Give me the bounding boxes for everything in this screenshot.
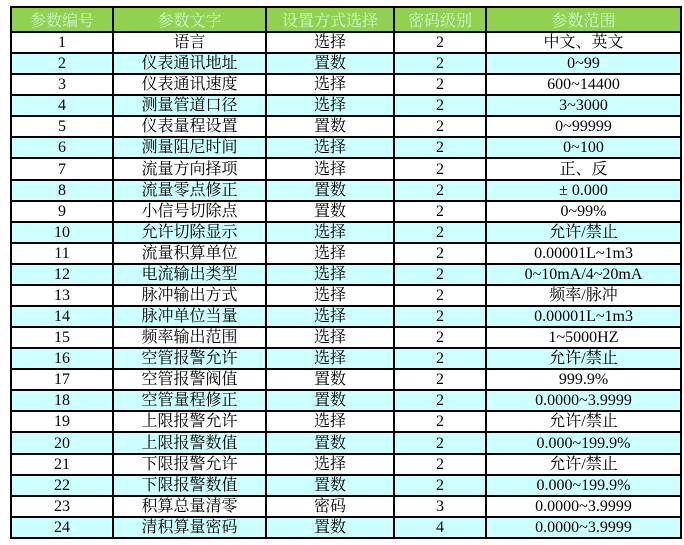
table-cell: 选择: [266, 222, 394, 243]
table-cell: 选择: [266, 306, 394, 327]
table-cell: 10: [11, 222, 113, 243]
table-cell: 2: [394, 369, 486, 390]
table-cell: 15: [11, 327, 113, 348]
table-row: [11, 390, 681, 411]
table-cell: 0.00001L~1m3: [486, 243, 681, 264]
table-cell: 置数: [266, 517, 394, 538]
table-cell: 选择: [266, 264, 394, 285]
table-cell: 小信号切除点: [113, 201, 266, 222]
table-cell: 选择: [266, 327, 394, 348]
table-cell: 19: [11, 411, 113, 432]
table-cell: 置数: [266, 475, 394, 496]
table-cell: 空管报警阀值: [113, 369, 266, 390]
table-cell: 18: [11, 390, 113, 411]
table-cell: 600~14400: [486, 74, 681, 95]
table-cell: 仪表通讯速度: [113, 74, 266, 95]
header-cell-password-level: 密码级别: [394, 7, 486, 32]
table-cell: 2: [394, 390, 486, 411]
table-row: [11, 264, 681, 285]
table-cell: 2: [394, 95, 486, 116]
table-row: [11, 74, 681, 95]
table-row: [11, 285, 681, 306]
table-cell: 积算总量清零: [113, 496, 266, 517]
table-cell: 选择: [266, 95, 394, 116]
table-cell: 置数: [266, 390, 394, 411]
table-cell: 上限报警允许: [113, 411, 266, 432]
table-cell: 3~3000: [486, 95, 681, 116]
table-cell: 5: [11, 116, 113, 137]
table-cell: 密码: [266, 496, 394, 517]
table-cell: 选择: [266, 348, 394, 369]
table-row: [11, 32, 681, 53]
table-cell: 0.0000~3.9999: [486, 390, 681, 411]
table-cell: 2: [394, 32, 486, 53]
table-cell: 999.9%: [486, 369, 681, 390]
table-row: [11, 95, 681, 116]
table-cell: 2: [394, 74, 486, 95]
table-cell: 2: [394, 180, 486, 201]
table-cell: 3: [394, 496, 486, 517]
header-cell-param-text: 参数文字: [113, 7, 266, 32]
table-row: [11, 180, 681, 201]
table-cell: 11: [11, 243, 113, 264]
table-cell: 置数: [266, 53, 394, 74]
table-cell: 流量积算单位: [113, 243, 266, 264]
table-cell: 0~10mA/4~20mA: [486, 264, 681, 285]
table-row: [11, 496, 681, 517]
table-cell: 0~99%: [486, 201, 681, 222]
header-cell-setting-method: 设置方式选择: [266, 7, 394, 32]
table-cell: 20: [11, 432, 113, 453]
table-cell: 1~5000HZ: [486, 327, 681, 348]
table-cell: 空管量程修正: [113, 390, 266, 411]
table-cell: 置数: [266, 201, 394, 222]
table-cell: 下限报警数值: [113, 475, 266, 496]
table-cell: 置数: [266, 180, 394, 201]
table-cell: 0.000~199.9%: [486, 432, 681, 453]
table-cell: 2: [394, 348, 486, 369]
table-row: [11, 517, 681, 538]
table-cell: 13: [11, 285, 113, 306]
table-cell: 0.000~199.9%: [486, 475, 681, 496]
table-cell: 0~100: [486, 137, 681, 158]
table-cell: 2: [394, 53, 486, 74]
table-cell: 2: [394, 116, 486, 137]
table-cell: 2: [394, 285, 486, 306]
table-header: [11, 7, 681, 32]
table-cell: 选择: [266, 285, 394, 306]
header-row: [11, 7, 681, 32]
table-cell: 2: [394, 201, 486, 222]
table-cell: 空管报警允许: [113, 348, 266, 369]
table-cell: 允许/禁止: [486, 454, 681, 475]
table-cell: 中文、英文: [486, 32, 681, 53]
header-cell-param-range: 参数范围: [486, 7, 681, 32]
table-row: [11, 432, 681, 453]
table-cell: 17: [11, 369, 113, 390]
table-row: [11, 116, 681, 137]
table-cell: 0~99999: [486, 116, 681, 137]
table-cell: 2: [394, 327, 486, 348]
table-cell: 流量方向择项: [113, 158, 266, 179]
table-cell: 2: [394, 264, 486, 285]
table-cell: 选择: [266, 243, 394, 264]
table-row: [11, 53, 681, 74]
table-cell: 上限报警数值: [113, 432, 266, 453]
table-cell: 允许切除显示: [113, 222, 266, 243]
table-cell: 0~99: [486, 53, 681, 74]
table-cell: 0.00001L~1m3: [486, 306, 681, 327]
table-cell: 选择: [266, 158, 394, 179]
table-cell: 22: [11, 475, 113, 496]
table-row: [11, 222, 681, 243]
table-row: [11, 327, 681, 348]
table-cell: 测量阻尼时间: [113, 137, 266, 158]
table-cell: 测量管道口径: [113, 95, 266, 116]
table-cell: 频率输出范围: [113, 327, 266, 348]
table-cell: 清积算量密码: [113, 517, 266, 538]
table-cell: 7: [11, 158, 113, 179]
table-cell: 2: [394, 222, 486, 243]
table-cell: 24: [11, 517, 113, 538]
table-cell: 选择: [266, 454, 394, 475]
table-row: [11, 306, 681, 327]
table-cell: 置数: [266, 432, 394, 453]
table-cell: 2: [394, 158, 486, 179]
table-cell: 2: [11, 53, 113, 74]
table-row: [11, 369, 681, 390]
table-cell: 语言: [113, 32, 266, 53]
parameter-table: [10, 6, 682, 539]
header-cell-param-number: 参数编号: [11, 7, 113, 32]
table-cell: ± 0.000: [486, 180, 681, 201]
table-row: [11, 411, 681, 432]
table-cell: 21: [11, 454, 113, 475]
table-cell: 2: [394, 306, 486, 327]
table-cell: 选择: [266, 74, 394, 95]
table-cell: 电流输出类型: [113, 264, 266, 285]
table-cell: 允许/禁止: [486, 222, 681, 243]
table-cell: 允许/禁止: [486, 411, 681, 432]
table-cell: 选择: [266, 137, 394, 158]
table-cell: 置数: [266, 369, 394, 390]
table-cell: 3: [11, 74, 113, 95]
table-cell: 选择: [266, 411, 394, 432]
table-cell: 0.0000~3.9999: [486, 517, 681, 538]
table-cell: 脉冲单位当量: [113, 306, 266, 327]
table-row: [11, 454, 681, 475]
table-cell: 下限报警允许: [113, 454, 266, 475]
table-cell: 6: [11, 137, 113, 158]
table-cell: 0.0000~3.9999: [486, 496, 681, 517]
table-cell: 2: [394, 454, 486, 475]
table-cell: 置数: [266, 116, 394, 137]
table-cell: 频率/脉冲: [486, 285, 681, 306]
table-cell: 1: [11, 32, 113, 53]
table-cell: 流量零点修正: [113, 180, 266, 201]
table-cell: 仪表量程设置: [113, 116, 266, 137]
table-cell: 2: [394, 475, 486, 496]
table-row: [11, 348, 681, 369]
table-row: [11, 158, 681, 179]
table-row: [11, 243, 681, 264]
table-cell: 4: [11, 95, 113, 116]
table-cell: 8: [11, 180, 113, 201]
table-cell: 正、反: [486, 158, 681, 179]
table-cell: 允许/禁止: [486, 348, 681, 369]
table-cell: 23: [11, 496, 113, 517]
table-cell: 14: [11, 306, 113, 327]
table-cell: 脉冲输出方式: [113, 285, 266, 306]
table-cell: 16: [11, 348, 113, 369]
table-cell: 4: [394, 517, 486, 538]
table-row: [11, 137, 681, 158]
table-row: [11, 201, 681, 222]
table-cell: 9: [11, 201, 113, 222]
table-cell: 12: [11, 264, 113, 285]
table-row: [11, 475, 681, 496]
table-cell: 仪表通讯地址: [113, 53, 266, 74]
table-cell: 2: [394, 411, 486, 432]
table-cell: 2: [394, 432, 486, 453]
table-cell: 2: [394, 243, 486, 264]
table-cell: 2: [394, 137, 486, 158]
table-cell: 选择: [266, 32, 394, 53]
table-body: [11, 32, 681, 538]
